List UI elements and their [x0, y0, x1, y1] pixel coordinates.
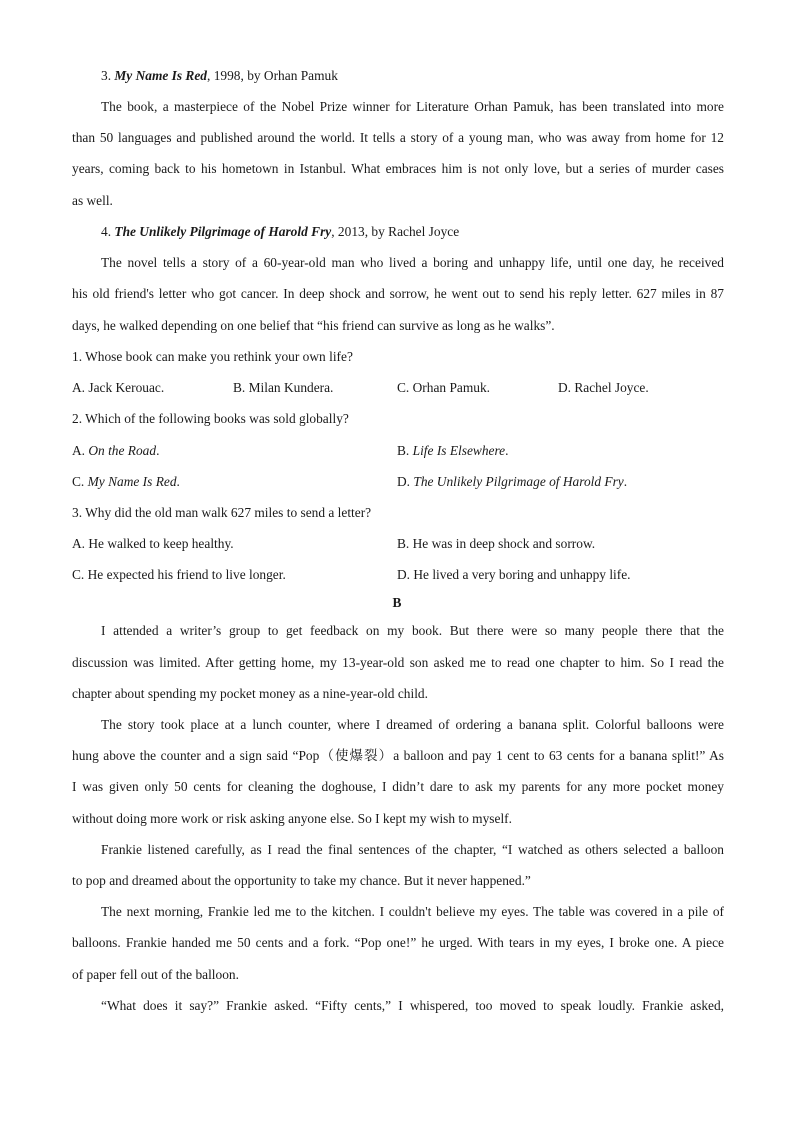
book3-text-line: than 50 languages and published around the world. It tells a story of a young man, who was away from home for 12: [72, 130, 724, 145]
question-2-option-b: [397, 442, 508, 460]
book4-text-line: his old friend's letter who got cancer. In deep shock and sorrow, he went out to send his reply letter. 627 miles in 87: [72, 286, 724, 301]
book3-text-line: as well.: [72, 193, 113, 208]
option-end: .: [156, 443, 160, 458]
book3-number: 3.: [101, 68, 115, 83]
question-1-option-a: A. Jack Kerouac.: [72, 380, 165, 395]
book3-text-line: The book, a masterpiece of the Nobel Prize winner for Literature Orhan Pamuk, has been translated into more: [101, 99, 724, 114]
question-1-option-b: B. Milan Kundera.: [233, 380, 334, 395]
passage-line: hung above the counter and a sign said “Pop（使爆裂）a balloon and pay 1 cent to 63 cents for a banana split!” As: [72, 748, 724, 763]
book3-text-line: years, coming back to his hometown in Istanbul. What embraces him is not only love, but a series of murder cases: [72, 161, 724, 176]
book3-title: My Name Is Red: [114, 68, 208, 83]
question-3-option-c: C. He expected his friend to live longer.: [72, 567, 286, 582]
book4-number: 4.: [101, 224, 115, 239]
passage-line: chapter about spending my pocket money as a nine-year-old child.: [72, 686, 428, 701]
passage-line: to pop and dreamed about the opportunity to take my chance. But it never happened.”: [72, 873, 531, 888]
question-3-option-b: B. He was in deep shock and sorrow.: [397, 536, 596, 551]
section-b-heading: B: [392, 595, 402, 610]
passage-line: I was given only 50 cents for cleaning the doghouse, I didn’t dare to ask my parents for any more pocket money: [72, 779, 724, 794]
option-title: Life Is Elsewhere: [412, 443, 506, 458]
passage-line: The next morning, Frankie led me to the kitchen. I couldn't believe my eyes. The table was covered in a pile of: [101, 904, 724, 919]
option-title: The Unlikely Pilgrimage of Harold Fry: [413, 474, 624, 489]
option-letter: B.: [397, 443, 413, 458]
question-1-option-c: C. Orhan Pamuk.: [397, 380, 490, 395]
passage-line: “What does it say?” Frankie asked. “Fifty cents,” I whispered, too moved to speak loudly. Frankie asked,: [101, 998, 724, 1013]
option-letter: C.: [72, 474, 88, 489]
book4-title: The Unlikely Pilgrimage of Harold Fry: [114, 224, 332, 239]
option-title: My Name Is Red: [87, 474, 177, 489]
book4-text-line: The novel tells a story of a 60-year-old man who lived a boring and unhappy life, until one day, he received: [101, 255, 724, 270]
question-3-option-d: D. He lived a very boring and unhappy life.: [397, 567, 631, 582]
question-1-option-d: D. Rachel Joyce.: [558, 380, 649, 395]
question-2-stem: 2. Which of the following books was sold globally?: [72, 411, 349, 426]
book4-heading: [101, 223, 724, 241]
passage-line: balloons. Frankie handed me 50 cents and a fork. “Pop one!” he urged. With tears in my eyes, I broke one. A piece: [72, 935, 724, 950]
book3-heading: [101, 67, 724, 85]
passage-line: The story took place at a lunch counter, where I dreamed of ordering a banana split. Colorful balloons were: [101, 717, 724, 732]
question-2-option-a: [72, 442, 159, 460]
question-2-option-d: [397, 473, 627, 491]
book3-meta: , 1998, by Orhan Pamuk: [207, 68, 338, 83]
passage-line: I attended a writer’s group to get feedback on my book. But there were so many people there that the: [101, 623, 724, 638]
passage-line: of paper fell out of the balloon.: [72, 967, 239, 982]
book4-meta: , 2013, by Rachel Joyce: [331, 224, 460, 239]
question-1-stem: 1. Whose book can make you rethink your own life?: [72, 349, 353, 364]
book4-text-line: days, he walked depending on one belief that “his friend can survive as long as he walks”.: [72, 318, 555, 333]
passage-line: Frankie listened carefully, as I read the final sentences of the chapter, “I watched as others selected a balloon: [101, 842, 724, 857]
question-3-option-a: A. He walked to keep healthy.: [72, 536, 234, 551]
option-letter: A.: [72, 443, 89, 458]
option-end: .: [505, 443, 509, 458]
passage-line: discussion was limited. After getting home, my 13-year-old son asked me to read one chapter to him. So I read the: [72, 655, 724, 670]
question-3-stem: 3. Why did the old man walk 627 miles to send a letter?: [72, 505, 372, 520]
question-2-option-c: [72, 473, 180, 491]
option-letter: D.: [397, 474, 414, 489]
option-end: .: [176, 474, 180, 489]
option-title: On the Road: [88, 443, 157, 458]
passage-line: without doing more work or risk asking anyone else. So I kept my wish to myself.: [72, 811, 512, 826]
option-end: .: [623, 474, 628, 489]
